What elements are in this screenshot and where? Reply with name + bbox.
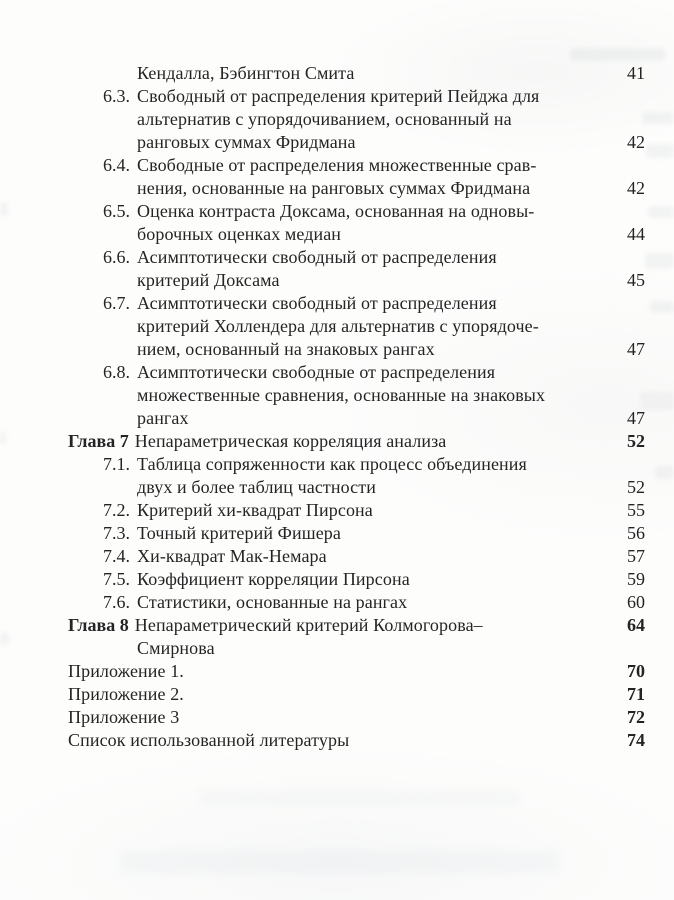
scan-artifact	[200, 790, 520, 806]
toc-section-number: 7.6.	[103, 592, 130, 612]
toc-entry-text: Приложение 2.	[68, 684, 184, 704]
toc-chapter-row	[0, 614, 674, 637]
toc-entry-text: нием, основанный на знаковых рангах	[137, 339, 435, 359]
toc-page-number: 59	[627, 569, 645, 589]
toc-chapter-label: Глава 8	[68, 615, 129, 635]
toc-page-number: 41	[627, 63, 645, 83]
toc-entry-text: рангах	[137, 408, 189, 428]
toc-entry-text: Свободный от распределения критерий Пейджа для	[137, 86, 540, 106]
toc-section-number: 6.4.	[103, 155, 130, 175]
toc-section-row	[0, 568, 674, 591]
toc-row	[0, 660, 674, 683]
toc-entry-text: борочных оценках медиан	[137, 224, 342, 244]
toc-section-number: 7.2.	[103, 500, 130, 520]
toc-section-row	[0, 361, 674, 384]
toc-section-number: 6.8.	[103, 362, 130, 382]
toc-section-number: 7.4.	[103, 546, 130, 566]
toc-row	[0, 683, 674, 706]
toc-page-number: 56	[627, 523, 645, 543]
toc-row	[0, 269, 674, 292]
toc-page-number: 52	[627, 477, 645, 497]
toc-row	[0, 729, 674, 752]
toc-entry-text: Коэффициент корреляции Пирсона	[137, 569, 410, 589]
toc-page-number: 55	[627, 500, 645, 520]
toc-section-number: 7.3.	[103, 523, 130, 543]
toc-row	[0, 62, 674, 85]
toc-entry-text: множественные сравнения, основанные на знаковых	[137, 385, 546, 405]
toc-page-number: 42	[627, 132, 645, 152]
toc-entry-text: Свободные от распределения множественные срав-	[137, 155, 537, 175]
toc-entry-text: критерий Доксама	[137, 270, 280, 290]
toc-row	[0, 407, 674, 430]
toc-page-number: 52	[627, 431, 645, 451]
toc-entry-text: ранговых суммах Фридмана	[137, 132, 356, 152]
toc-entry-text: Кендалла, Бэбингтон Смита	[137, 63, 355, 83]
toc-page-number: 42	[627, 178, 645, 198]
toc-page-number: 74	[627, 730, 645, 750]
toc-row	[0, 338, 674, 361]
toc-row	[0, 315, 674, 338]
scan-artifact	[120, 850, 560, 874]
toc-section-number: 6.5.	[103, 201, 130, 221]
toc-section-row	[0, 154, 674, 177]
toc-page-number: 71	[627, 684, 645, 704]
toc-chapter-row	[0, 430, 674, 453]
toc-entry-text: Непараметрическая корреляция анализа	[134, 431, 447, 451]
toc-entry-text: критерий Холлендера для альтернатив с упорядоче-	[137, 316, 539, 336]
toc-page-number: 47	[627, 339, 645, 359]
toc-section-number: 6.6.	[103, 247, 130, 267]
toc-entry-text: Критерий хи-квадрат Пирсона	[137, 500, 373, 520]
toc-entry-text: двух и более таблиц частности	[137, 477, 376, 497]
toc-entry-text: Асимптотически свободный от распределения	[137, 293, 497, 313]
toc-row	[0, 131, 674, 154]
toc-entry-text: Приложение 1.	[68, 661, 184, 681]
toc-entry-text: Точный критерий Фишера	[137, 523, 341, 543]
toc-section-row	[0, 591, 674, 614]
toc-entry-text: Смирнова	[137, 638, 215, 658]
toc-section-number: 6.3.	[103, 86, 130, 106]
scan-artifact	[570, 48, 665, 61]
toc-chapter-label: Глава 7	[68, 431, 129, 451]
toc-entry-text: нения, основанные на ранговых суммах Фридмана	[137, 178, 531, 198]
toc-entry-text: альтернатив с упорядочиванием, основанный на	[137, 109, 512, 129]
toc-section-row	[0, 545, 674, 568]
toc-page-number: 57	[627, 546, 645, 566]
toc-row	[0, 223, 674, 246]
toc-entry-text: Список использованной литературы	[68, 730, 350, 750]
toc-entry-text: Таблица сопряженности как процесс объединения	[137, 454, 527, 474]
toc-section-row	[0, 499, 674, 522]
toc-page-number: 72	[627, 707, 645, 727]
toc-section-number: 7.1.	[103, 454, 130, 474]
toc-row	[0, 476, 674, 499]
toc-section-number: 7.5.	[103, 569, 130, 589]
toc-section-row	[0, 200, 674, 223]
toc-entry-text: Асимптотически свободный от распределения	[137, 247, 497, 267]
toc-row	[0, 706, 674, 729]
toc-page-number: 70	[627, 661, 645, 681]
toc-row	[0, 108, 674, 131]
toc-section-row	[0, 85, 674, 108]
toc-row	[0, 384, 674, 407]
toc-entry-text: Оценка контраста Доксама, основанная на одновы-	[137, 201, 535, 221]
toc-row	[0, 637, 674, 660]
toc-entry-text: Асимптотически свободные от распределения	[137, 362, 496, 382]
toc-section-row	[0, 522, 674, 545]
toc-row	[0, 177, 674, 200]
table-of-contents	[0, 62, 674, 752]
toc-page-number: 44	[627, 224, 645, 244]
toc-section-row	[0, 292, 674, 315]
toc-page-number: 60	[627, 592, 645, 612]
toc-section-row	[0, 453, 674, 476]
toc-section-row	[0, 246, 674, 269]
toc-entry-text: Приложение 3	[68, 707, 180, 727]
toc-page-number: 47	[627, 408, 645, 428]
toc-entry-text: Непараметрический критерий Колмогорова–	[134, 615, 483, 635]
toc-page-number: 45	[627, 270, 645, 290]
toc-entry-text: Статистики, основанные на рангах	[137, 592, 408, 612]
toc-entry-text: Хи-квадрат Мак-Немара	[137, 546, 327, 566]
toc-section-number: 6.7.	[103, 293, 130, 313]
toc-page-number: 64	[627, 615, 645, 635]
